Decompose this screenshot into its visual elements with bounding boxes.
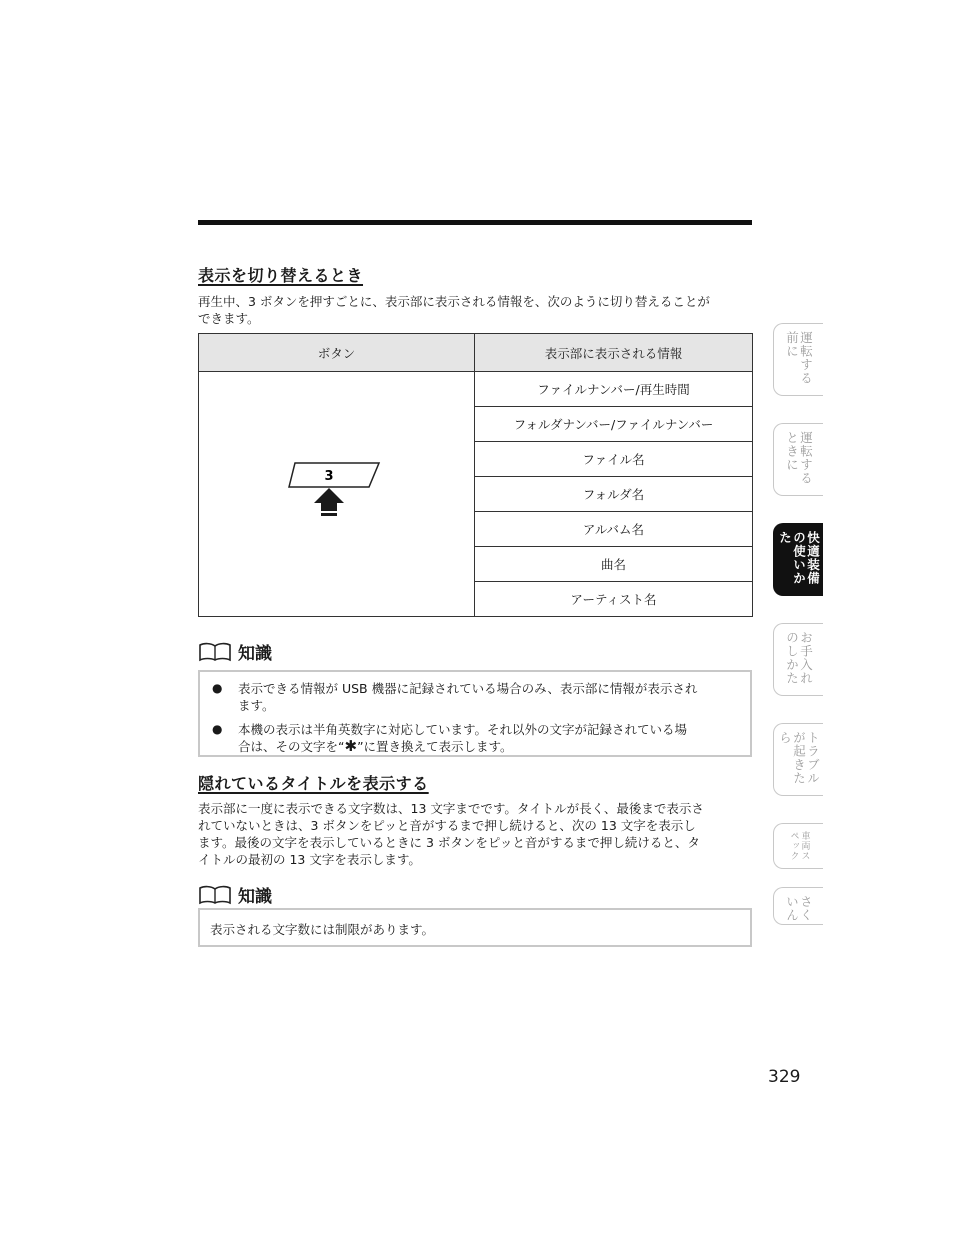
section-heading-hidden-title: 隠れているタイトルを表示する <box>198 774 429 793</box>
bullet-icon: ● <box>212 722 223 736</box>
info-row: フォルダ名 <box>475 477 753 512</box>
section-heading-display-switch: 表示を切り替えるとき <box>198 266 364 285</box>
asterisk-symbol: ✱ <box>344 737 358 755</box>
side-tab-while-driving[interactable]: 運転するときに <box>773 423 823 496</box>
knowledge-title: 知識 <box>198 639 272 664</box>
section-paragraph: 再生中、3 ボタンを押すごとに、表示部に表示される情報を、次のように切り替えることが できます。 <box>198 294 710 326</box>
info-row: 曲名 <box>475 547 753 582</box>
press-arrow-icon <box>314 488 344 511</box>
button-illustration-cell <box>199 372 475 617</box>
bullet-icon: ● <box>212 681 223 695</box>
info-row: ファイル名 <box>475 442 753 477</box>
button-3-label: 3 <box>323 468 334 484</box>
info-row: アーティスト名 <box>475 582 753 617</box>
info-row: ファイルナンバー/再生時間 <box>475 372 753 407</box>
section-paragraph: 表示部に一度に表示できる文字数は、13 文字までです。タイトルが長く、最後まで表示さ れていないときは、3 ボタンをピッと音がするまで押し続けると、次の 13 文字を表示し ます。最後の文字を表示しているときに 3 ボタンをピッと音がするまで押し続けると、タ イトルの最初の 13 文字を表示します。 <box>198 801 704 867</box>
knowledge-box: 表示される文字数には制限があります。 <box>198 908 752 947</box>
side-tab-troubleshooting[interactable]: トラブルが起きたら <box>773 723 823 796</box>
side-tab-maintenance[interactable]: お手入れのしかた <box>773 623 823 696</box>
column-header-info: 表示部に表示される情報 <box>475 334 753 372</box>
side-tab-before-driving[interactable]: 運転する前に <box>773 323 823 396</box>
button-3-illustration <box>287 461 387 525</box>
side-tab-vehicle-specs[interactable]: 車両スペック <box>773 823 823 869</box>
list-item: ● 本機の表示は半角英数字に対応しています。それ以外の文字が記録されている場 合は、その文字を“✱”に置き換えて表示します。 <box>212 722 688 755</box>
top-rule <box>198 220 752 225</box>
list-item: ● 表示できる情報が USB 機器に記録されている場合のみ、表示部に情報が表示され ます。 <box>212 681 698 713</box>
column-header-button: ボタン <box>199 334 475 372</box>
page-number: 329 <box>768 1067 801 1087</box>
knowledge-box <box>198 670 752 757</box>
knowledge-title: 知識 <box>198 882 272 907</box>
table-row <box>199 372 753 407</box>
info-row: フォルダナンバー/ファイルナンバー <box>475 407 753 442</box>
side-tab-comfort-features[interactable]: 快適装備の使いかた <box>773 523 823 596</box>
table-header-row <box>199 334 753 372</box>
open-book-icon <box>198 642 232 662</box>
display-info-table <box>198 333 753 617</box>
side-tab-index[interactable]: さくいん <box>773 887 823 925</box>
open-book-icon <box>198 885 232 905</box>
info-row: アルバム名 <box>475 512 753 547</box>
